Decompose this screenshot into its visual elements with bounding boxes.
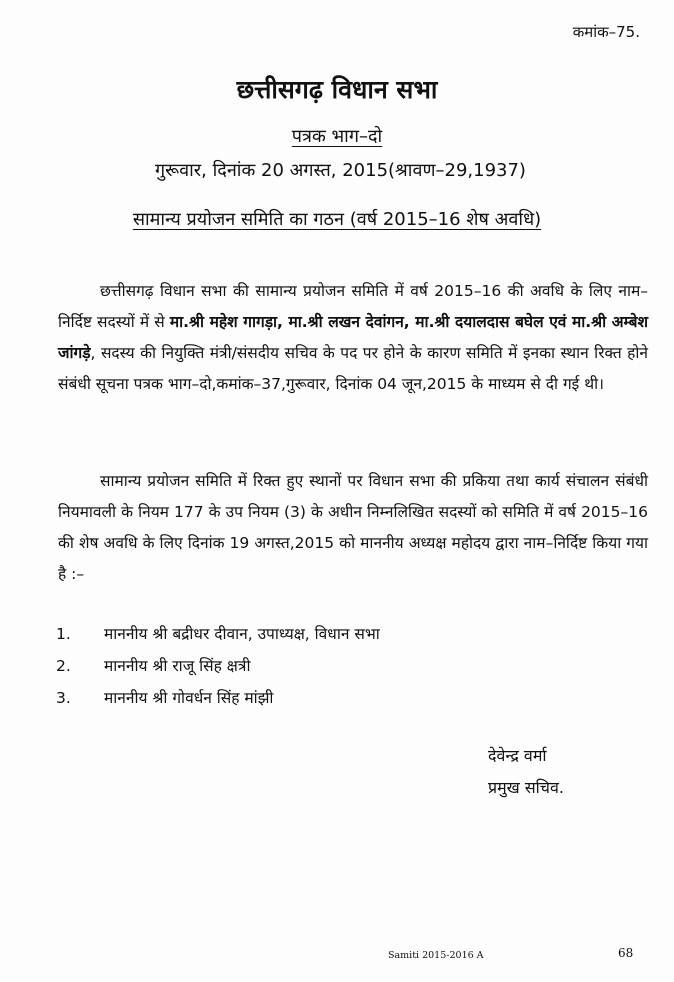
list-item-name: माननीय श्री राजू सिंह क्षत्री (104, 657, 251, 675)
signatory-name: देवेन्द्र वर्मा (488, 746, 547, 765)
signature-block (488, 740, 564, 804)
paragraph-1 (58, 276, 648, 400)
list-item (56, 650, 380, 682)
footer-reference: Samiti 2015-2016 A (388, 950, 484, 961)
paragraph-1-text-b: , सदस्य की नियुक्ति मंत्री/संसदीय सचिव के पद पर होने के कारण समिति में इनका स्थान रिक्त होने संबंधी सूचना पत्रक भाग–दो,कमांक–37,गुरूवार, दिनांक 04 जून,2015 के माध्यम से दी गई थी। (58, 344, 648, 393)
serial-number: कमांक–75. (572, 23, 640, 41)
document-dateline: गुरूवार, दिनांक 20 अगस्त, 2015(श्रावण–29,1937) (155, 160, 526, 181)
page-number: 68 (618, 946, 634, 960)
member-list (56, 618, 380, 714)
document-subtitle: पत्रक भाग–दो (291, 126, 383, 147)
paragraph-1-text-a: छत्तीसगढ़ विधान सभा की सामान्य प्रयोजन समिति में वर्ष 2015–16 की अवधि के लिए नाम–निर्दिष्ट सदस्यों में से (58, 282, 648, 331)
list-item-number: 2. (56, 657, 71, 675)
list-item-number: 3. (56, 689, 71, 707)
paragraph-1-member-names: मा.श्री महेश गागड़ा, मा.श्री लखन देवांगन, मा.श्री दयालदास बघेल एवं मा.श्री अम्बेश जांगड़े (58, 313, 648, 362)
signatory-designation: प्रमुख सचिव. (488, 778, 564, 797)
list-item-number: 1. (56, 625, 71, 643)
section-heading: सामान्य प्रयोजन समिति का गठन (वर्ष 2015–16 शेष अवधि) (132, 209, 542, 230)
list-item (56, 682, 380, 714)
list-item-name: माननीय श्री बद्रीधर दीवान, उपाध्यक्ष, विधान सभा (104, 625, 380, 643)
list-item (56, 618, 380, 650)
list-item-name: माननीय श्री गोवर्धन सिंह मांझी (104, 689, 274, 707)
document-title: छत्तीसगढ़ विधान सभा (236, 75, 438, 104)
paragraph-2: सामान्य प्रयोजन समिति में रिक्त हुए स्थानों पर विधान सभा की प्रकिया तथा कार्य संचालन संबंधी नियमावली के नियम 177 के उप नियम (3) के अधीन निम्नलिखित सदस्यों को समिति में वर्ष 2015–16 की शेष अवधि के लिए दिनांक 19 अगस्त,2015 को माननीय अध्यक्ष महोदय द्वारा नाम–निर्दिष्ट किया गया है :– (58, 472, 648, 583)
